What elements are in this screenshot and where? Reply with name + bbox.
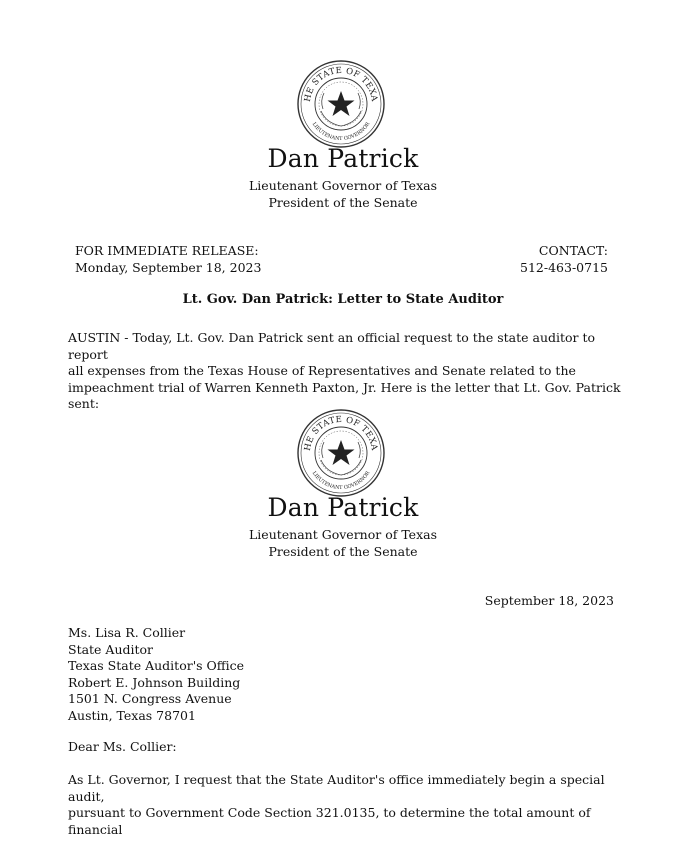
salutation: Dear Ms. Collier:: [68, 739, 177, 754]
texas-seal-icon: [296, 59, 386, 149]
release-label: FOR IMMEDIATE RELEASE:: [75, 243, 259, 258]
state-seal-top: [296, 59, 386, 153]
address-line: Texas State Auditor's Office: [68, 658, 245, 673]
header-title-line2: President of the Senate: [268, 195, 418, 210]
recipient-address: [68, 625, 244, 724]
letter-body: [68, 772, 628, 838]
letterhead-title-line1: Lieutenant Governor of Texas: [249, 527, 437, 542]
header-name: Dan Patrick: [267, 144, 419, 173]
svg-text:THE STATE OF TEXAS: HE STATE OF TEXA: [302, 65, 380, 103]
body-line: As Lt. Governor, I request that the State Auditor's office immediately begin a special audit,: [68, 772, 605, 804]
intro-line: all expenses from the Texas House of Representatives and Senate related to the: [68, 363, 576, 378]
letterhead-name: Dan Patrick: [267, 493, 419, 522]
svg-text:LIEUTENANT GOVERNOR: LIEUTENANT GOVERNOR: [310, 470, 372, 492]
contact-phone: 512-463-0715: [520, 260, 608, 275]
address-line: 1501 N. Congress Avenue: [68, 691, 232, 706]
intro-line: sent:: [68, 396, 100, 411]
svg-text:LIEUTENANT GOVERNOR: LIEUTENANT GOVERNOR: [310, 121, 372, 143]
header-title-line1: Lieutenant Governor of Texas: [249, 178, 437, 193]
address-line: State Auditor: [68, 641, 154, 657]
state-seal-letterhead: [296, 408, 386, 502]
intro-paragraph: [68, 330, 628, 413]
letter-date: September 18, 2023: [484, 593, 614, 608]
texas-seal-icon: [296, 408, 386, 498]
intro-line: impeachment trial of Warren Kenneth Paxton, Jr. Here is the letter that Lt. Gov. Patrick: [68, 379, 621, 395]
address-line: Ms. Lisa R. Collier: [68, 625, 186, 640]
press-release-headline: Lt. Gov. Dan Patrick: Letter to State Auditor: [182, 292, 504, 307]
release-date: Monday, September 18, 2023: [75, 260, 262, 275]
contact-label: CONTACT:: [538, 243, 608, 258]
address-line: Robert E. Johnson Building: [68, 674, 241, 690]
intro-line: AUSTIN - Today, Lt. Gov. Dan Patrick sent an official request to the state auditor to report: [68, 330, 596, 362]
svg-text:THE STATE OF TEXAS: HE STATE OF TEXA: [302, 414, 380, 452]
body-line: pursuant to Government Code Section 321.0135, to determine the total amount of financial: [68, 805, 591, 837]
letterhead-title-line2: President of the Senate: [268, 544, 418, 559]
address-line: Austin, Texas 78701: [68, 707, 196, 723]
